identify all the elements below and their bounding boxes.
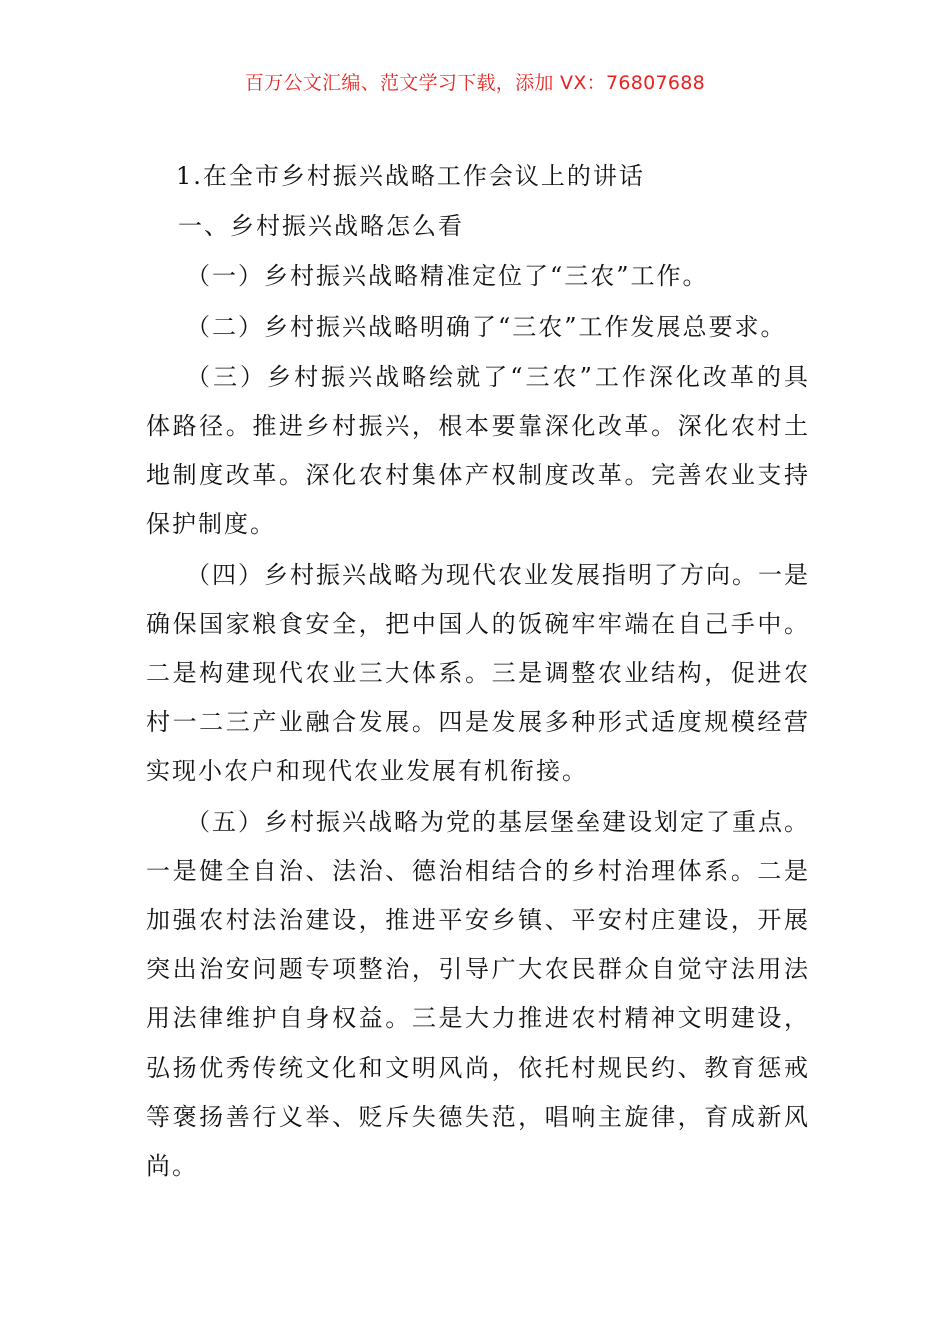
- header-watermark-text: 百万公文汇编、范文学习下载，添加 VX：76807688: [244, 72, 706, 94]
- paragraph-2: （二）乡村振兴战略明确了“三农”工作发展总要求。: [186, 312, 787, 341]
- paragraph-3: （三）乡村振兴战略绘就了“三农”工作深化改革的具体路径。推进乡村振兴，根本要靠深化改革。深化农村土地制度改革。深化农村集体产权制度改革。完善农业支持保护制度。: [146, 362, 810, 539]
- paragraph-5: （五）乡村振兴战略为党的基层堡垒建设划定了重点。一是健全自治、法治、德治相结合的乡村治理体系。二是加强农村法治建设，推进平安乡镇、平安村庄建设，开展突出治安问题专项整治，引导广大农民群众自觉守法用法用法律维护自身权益。三是大力推进农村精神文明建设，弘扬优秀传统文化和文明风尚，依托村规民约、教育惩戒等褒扬善行义举、贬斥失德失范，唱响主旋律，育成新风尚。: [146, 807, 810, 1181]
- document-title: 1.在全市乡村振兴战略工作会议上的讲话: [176, 162, 645, 190]
- document-body: [146, 152, 810, 1192]
- section-heading-1: 一、乡村振兴战略怎么看: [178, 212, 464, 241]
- paragraph-1: （一）乡村振兴战略精准定位了“三农”工作。: [186, 262, 709, 291]
- paragraph-4: （四）乡村振兴战略为现代农业发展指明了方向。一是确保国家粮食安全，把中国人的饭碗牢牢端在自己手中。二是构建现代农业三大体系。三是调整农业结构，促进农村一二三产业融合发展。四是发展多种形式适度规模经营实现小农户和现代农业发展有机衔接。: [146, 560, 810, 786]
